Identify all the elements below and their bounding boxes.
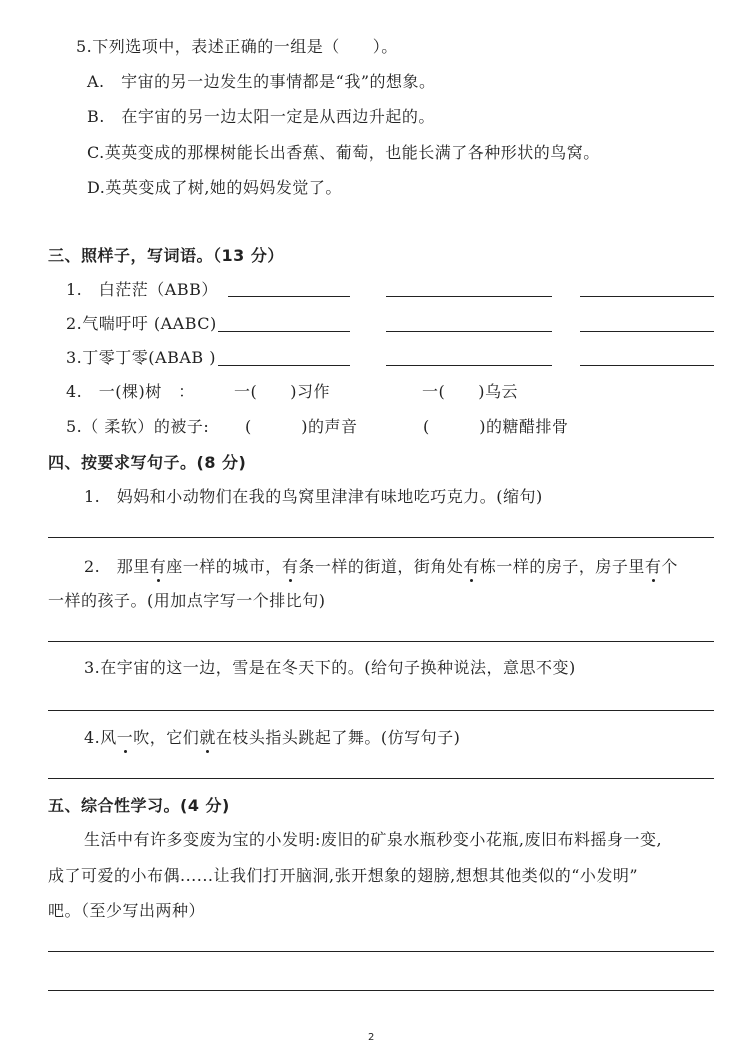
q5-option-c: C.英英变成的那棵树能长出香蕉、葡萄，也能长满了各种形状的鸟窝。: [87, 143, 600, 162]
s3-item4-blank-wuyun[interactable]: 一( )乌云: [422, 382, 518, 401]
s4-q1-text: 1. 妈妈和小动物们在我的鸟窝里津津有味地吃巧克力。(缩句): [84, 487, 543, 506]
s3-item1-blank2[interactable]: [386, 296, 552, 297]
s5-answer-line-1[interactable]: [48, 951, 714, 952]
emphasis-char: 就: [199, 728, 216, 747]
s3-item4-blank-zuowen[interactable]: 一( )习作: [234, 382, 330, 401]
s4-q1-answer-line[interactable]: [48, 537, 714, 538]
s3-item5-blank-shengyin[interactable]: ( )的声音: [245, 417, 358, 436]
section5-heading: 五、综合性学习。(4 分): [48, 796, 230, 815]
s3-item1-blank3[interactable]: [580, 296, 714, 297]
s3-item2-label: 2.气喘吁吁 (AABC): [66, 314, 217, 333]
emphasis-char: 一: [116, 728, 134, 747]
s4-q2-line1: 2. 那里有座一样的城市，有条一样的街道，街角处有栋一样的房子，房子里有个: [84, 557, 678, 576]
s3-item2-blank1[interactable]: [218, 331, 350, 332]
s5-paragraph-line2: 成了可爱的小布偶......让我们打开脑洞,张开想象的翅膀,想想其他类似的“小发明”: [48, 866, 639, 885]
s4-q2-line2: 一样的孩子。(用加点字写一个排比句): [48, 591, 326, 610]
s4-q2-answer-line[interactable]: [48, 641, 714, 642]
q5-option-a: A. 宇宙的另一边发生的事情都是“我”的想象。: [87, 72, 436, 91]
s5-paragraph-line3: 吧。（至少写出两种）: [48, 901, 206, 920]
s5-paragraph-line1: 生活中有许多变废为宝的小发明:废旧的矿泉水瓶秒变小花瓶,废旧布料摇身一变,: [84, 830, 663, 849]
emphasis-char: 有: [463, 557, 480, 576]
emphasis-char: 有: [149, 557, 167, 576]
s3-item3-blank1[interactable]: [218, 365, 350, 366]
q5-stem: 5.下列选项中，表述正确的一组是（ ）。: [76, 37, 398, 56]
section4-heading: 四、按要求写句子。(8 分): [48, 453, 247, 472]
s3-item2-blank3[interactable]: [580, 331, 714, 332]
page-number: 2: [368, 1032, 375, 1043]
s3-item3-label: 3.丁零丁零(ABAB ): [66, 348, 216, 367]
s4-q4-answer-line[interactable]: [48, 778, 714, 779]
s4-q3-answer-line[interactable]: [48, 710, 714, 711]
s3-item5-label: 5.（ 柔软）的被子:: [66, 417, 210, 436]
s5-answer-line-2[interactable]: [48, 990, 714, 991]
s3-item3-blank3[interactable]: [580, 365, 714, 366]
q5-option-d: D.英英变成了树,她的妈妈发觉了。: [87, 178, 342, 197]
s4-q3-text: 3.在宇宙的这一边，雪是在冬天下的。(给句子换种说法，意思不变): [84, 658, 576, 677]
q5-option-b: B. 在宇宙的另一边太阳一定是从西边升起的。: [87, 107, 435, 126]
section3-heading: 三、照样子，写词语。（13 分）: [48, 246, 284, 265]
emphasis-char: 有: [644, 557, 662, 576]
emphasis-char: 有: [281, 557, 299, 576]
s3-item3-blank2[interactable]: [386, 365, 552, 366]
s3-item1-blank1[interactable]: [228, 296, 350, 297]
s3-item2-blank2[interactable]: [386, 331, 552, 332]
s3-item4-label: 4. 一(棵)树 ：: [66, 382, 195, 401]
s3-item5-blank-paigu[interactable]: ( )的糖醋排骨: [423, 417, 569, 436]
s4-q4-text: 4.风一吹，它们就在枝头指头跳起了舞。(仿写句子): [84, 728, 461, 747]
s3-item1-label: 1. 白茫茫（ABB）: [66, 280, 218, 299]
